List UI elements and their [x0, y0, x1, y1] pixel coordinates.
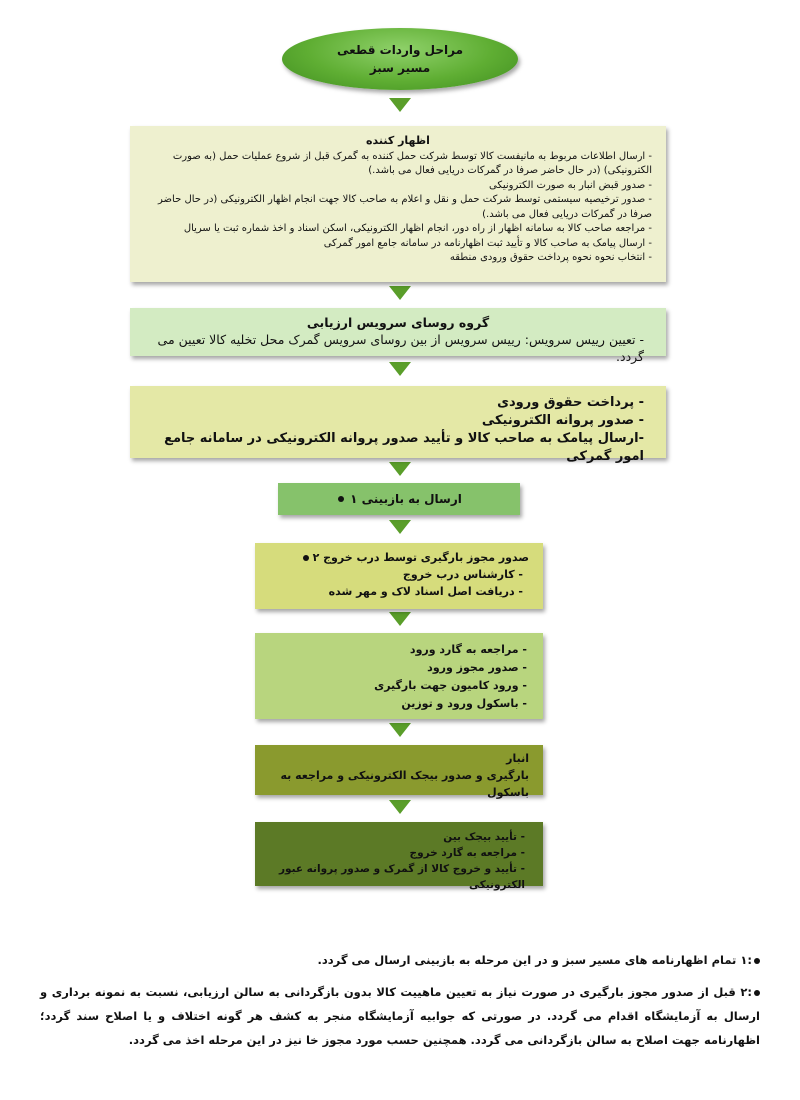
step-declarant-title: اظهار کننده	[366, 134, 430, 147]
arrow-7	[389, 723, 411, 737]
step-review-label: ارسال به بازبینی ۱	[350, 492, 462, 506]
step-warehouse-item: بارگیری و صدور بیجک الکترونیکی و مراجعه به باسکول	[280, 769, 529, 799]
step-exit	[255, 822, 543, 891]
arrow-5	[389, 520, 411, 534]
step-loading-permit	[255, 543, 543, 609]
step-warehouse	[255, 745, 543, 799]
step-declarant	[130, 126, 666, 282]
arrow-2	[389, 286, 411, 300]
footnote-2-text: :۲ قبل از صدور مجوز بارگیری در صورت نیاز به تعیین ماهییت کالا بدون بازگردانی به سالن ارزیابی، نسبت به نمونه برداری و ارسال به آزمایشگاه اقدام می گردد. در صورتی که جوابیه آزمایشگاه منجر به کشف هر گونه اختلاف و یا اصلاح سند گردد؛ اظهارنامه جهت اصلاح به سالن بازگردانی می گردد. همچنین حسب مورد مجوز خا نیز در این مرحله اخذ می گردد.	[40, 985, 760, 1047]
bullet-icon	[754, 990, 760, 996]
start-subtitle: مسیر سبز	[369, 61, 431, 75]
start-title: مراحل واردات قطعی	[337, 43, 463, 57]
step-review	[278, 483, 520, 515]
step-warehouse-title: انبار	[506, 752, 529, 765]
arrow-6	[389, 612, 411, 626]
arrow-1	[389, 98, 411, 112]
step-declarant-item: - مراجعه صاحب کالا به سامانه اظهار از راه دور، انجام اظهار الکترونیکی، اسکن اسناد و اخذ شماره ثبت یا سریال	[183, 223, 652, 234]
arrow-8	[389, 800, 411, 814]
step-entry-guard-item: - ورود کامیون جهت بارگیری	[374, 679, 527, 692]
step-exit-item: - مراجعه به گارد خروج	[409, 847, 525, 859]
step-declarant-item: - صدور قبض انبار به صورت الکترونیکی	[489, 179, 652, 191]
step-declarant-item: - ارسال پیامک به صاحب کالا و تأیید ثبت اظهارنامه در سامانه جامع امور گمرکی	[323, 237, 652, 249]
step-loading-permit-item: - دریافت اصل اسناد لاک و مهر شده	[328, 585, 523, 598]
step-entry-guard-item: - باسکول ورود و توزین	[401, 697, 527, 710]
step-entry-guard	[255, 633, 543, 719]
step-payment-item: - صدور پروانه الکترونیکی	[481, 413, 644, 428]
step-evaluation-heads	[130, 308, 666, 364]
bullet-icon	[338, 496, 344, 502]
step-payment-item: - پرداخت حقوق ورودی	[497, 395, 644, 410]
start-oval	[282, 28, 518, 90]
step-loading-permit-title	[269, 549, 529, 566]
footnote-2	[40, 980, 760, 1052]
step-evaluation-heads-title: گروه روسای سرویس ارزیابی	[306, 315, 490, 330]
footnote-1	[40, 948, 760, 972]
step-payment	[130, 386, 666, 464]
step-declarant-item: - صدور ترخیصیه سیستمی توسط شرکت حمل و نقل و اعلام به صاحب کالا جهت انجام اظهار الکترونیکی (در حال حاضر صرفا در گمرکات دریایی فعال می باشد.)	[158, 194, 652, 220]
step-entry-guard-item: - مراجعه به گارد ورود	[409, 643, 527, 656]
step-declarant-item: - انتخاب نحوه نحوه پرداخت حقوق ورودی منطقه	[449, 252, 652, 263]
step-loading-permit-title-text: صدور مجوز بارگیری توسط درب خروج ۲	[312, 551, 529, 564]
step-evaluation-heads-item: - تعیین رییس سرویس: رییس سرویس از بین روسای سرویس گمرک محل تخلیه کالا تعیین می گردد.	[157, 332, 644, 364]
step-declarant-item: - ارسال اطلاعات مربوط به مانیفست کالا توسط شرکت حمل کننده به گمرک قبل از شروع عملیات حمل (به صورت الکترونیکی) (در حال حاضر صرفا در گمرکات دریایی فعال می باشد.)	[172, 150, 652, 176]
step-payment-item: -ارسال پیامک به صاحب کالا و تأیید صدور پروانه الکترونیکی در سامانه جامع امور گمرکی	[164, 431, 644, 464]
bullet-icon	[754, 958, 760, 964]
step-exit-item: - تأیید و خروج کالا از گمرک و صدور پروانه عبور الکترونیکی	[278, 863, 525, 891]
bullet-icon	[303, 555, 309, 561]
step-entry-guard-item: - صدور مجوز ورود	[427, 661, 527, 674]
step-loading-permit-item: - کارشناس درب خروج	[402, 568, 523, 581]
footnote-1-text: :۱ تمام اظهارنامه های مسیر سبز و در این مرحله به بازبینی ارسال می گردد.	[317, 953, 752, 967]
footnotes	[40, 948, 760, 1052]
step-exit-item: - تأیید بیجک بین	[443, 831, 525, 843]
